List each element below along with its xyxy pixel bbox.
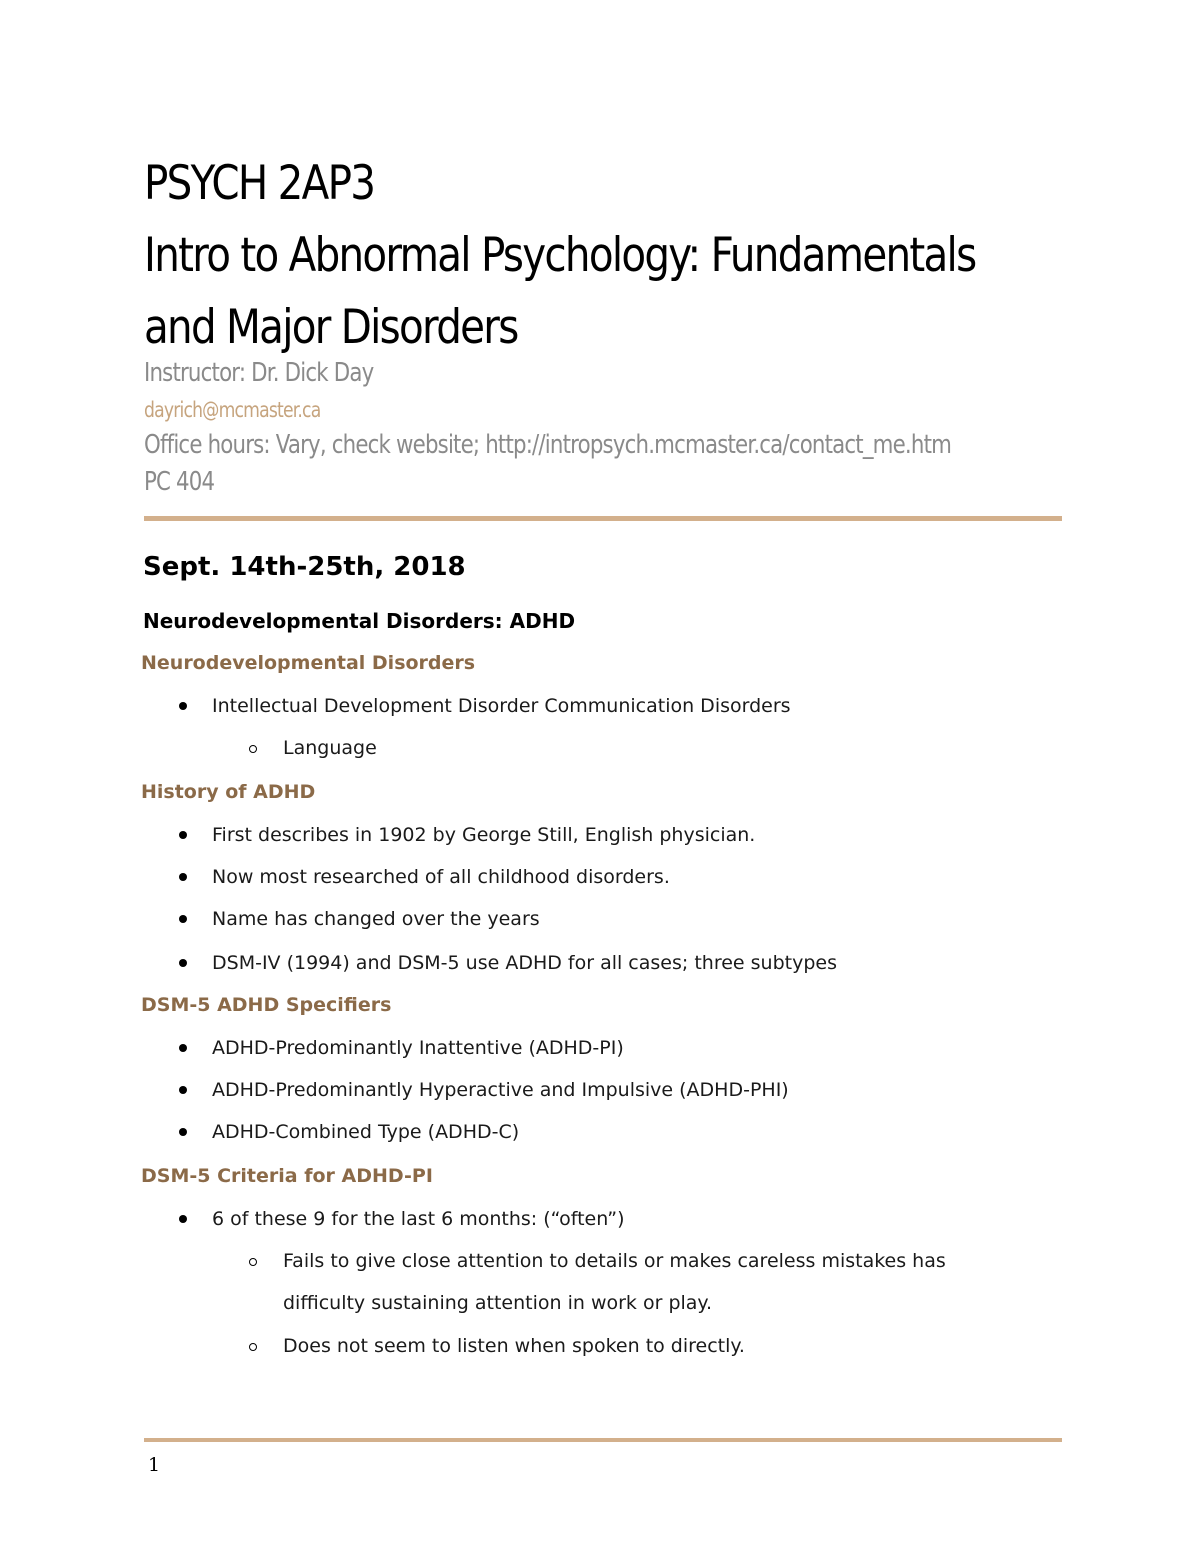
sub-heading-neurodevelopmental: Neurodevelopmental Disorders <box>141 652 476 674</box>
course-title-line-1: Intro to Abnormal Psychology: Fundamentals <box>144 228 976 283</box>
bullet-icon <box>179 1086 187 1094</box>
list-item-text: 6 of these 9 for the last 6 months: (“often”) <box>212 1208 625 1230</box>
sub-list-item-continuation <box>283 1288 712 1318</box>
list-item-text: Name has changed over the years <box>212 908 540 930</box>
hollow-bullet-icon <box>249 1258 257 1266</box>
list-item <box>212 1204 625 1234</box>
sub-heading-specifiers: DSM-5 ADHD Specifiers <box>141 994 392 1016</box>
header-divider <box>144 516 1062 521</box>
sub-heading-criteria: DSM-5 Criteria for ADHD-PI <box>141 1165 433 1187</box>
bullet-icon <box>179 1128 187 1136</box>
list-item-text: Intellectual Development Disorder Communication Disorders <box>212 695 791 717</box>
bullet-icon <box>179 959 187 967</box>
list-item-text: ADHD-Predominantly Inattentive (ADHD-PI) <box>212 1037 624 1059</box>
list-item <box>212 691 791 721</box>
date-heading: Sept. 14th-25th, 2018 <box>143 552 466 582</box>
instructor-email-link[interactable]: dayrich@mcmaster.ca <box>144 398 321 422</box>
list-item <box>212 1033 624 1063</box>
sub-list-item-text: Fails to give close attention to details or makes careless mistakes has <box>283 1250 946 1272</box>
list-item <box>212 948 837 978</box>
sub-list-item <box>283 1331 745 1361</box>
office-hours-line: Office hours: Vary, check website; http://intropsych.mcmaster.ca/contact_me.htm <box>144 430 952 460</box>
bullet-icon <box>179 702 187 710</box>
list-item-text: ADHD-Predominantly Hyperactive and Impulsive (ADHD-PHI) <box>212 1079 789 1101</box>
bullet-icon <box>179 1215 187 1223</box>
page-number: 1 <box>148 1454 161 1476</box>
sub-heading-history: History of ADHD <box>141 781 316 803</box>
course-title-line-2: and Major Disorders <box>144 300 518 355</box>
list-item <box>212 1117 519 1147</box>
sub-list-item <box>283 733 377 763</box>
bullet-icon <box>179 915 187 923</box>
list-item <box>212 862 670 892</box>
sub-list-item-text: Does not seem to listen when spoken to directly. <box>283 1335 745 1357</box>
hollow-bullet-icon <box>249 1343 257 1351</box>
list-item-text: Now most researched of all childhood disorders. <box>212 866 670 888</box>
bullet-icon <box>179 873 187 881</box>
instructor-line: Instructor: Dr. Dick Day <box>144 358 374 388</box>
list-item <box>212 904 540 934</box>
list-item-text: ADHD-Combined Type (ADHD-C) <box>212 1121 520 1143</box>
office-room: PC 404 <box>144 467 215 497</box>
list-item <box>212 1075 789 1105</box>
list-item-text: DSM-IV (1994) and DSM-5 use ADHD for all cases; three subtypes <box>212 952 837 974</box>
course-code: PSYCH 2AP3 <box>144 156 375 211</box>
sub-list-item <box>283 1246 946 1276</box>
sub-list-item-text: difficulty sustaining attention in work or play. <box>283 1292 713 1314</box>
title-block <box>144 148 1064 364</box>
bullet-icon <box>179 831 187 839</box>
bullet-icon <box>179 1044 187 1052</box>
sub-list-item-text: Language <box>283 737 377 759</box>
footer-divider <box>144 1438 1062 1442</box>
hollow-bullet-icon <box>249 745 257 753</box>
list-item <box>212 820 755 850</box>
section-heading: Neurodevelopmental Disorders: ADHD <box>143 609 576 633</box>
list-item-text: First describes in 1902 by George Still, English physician. <box>212 824 756 846</box>
